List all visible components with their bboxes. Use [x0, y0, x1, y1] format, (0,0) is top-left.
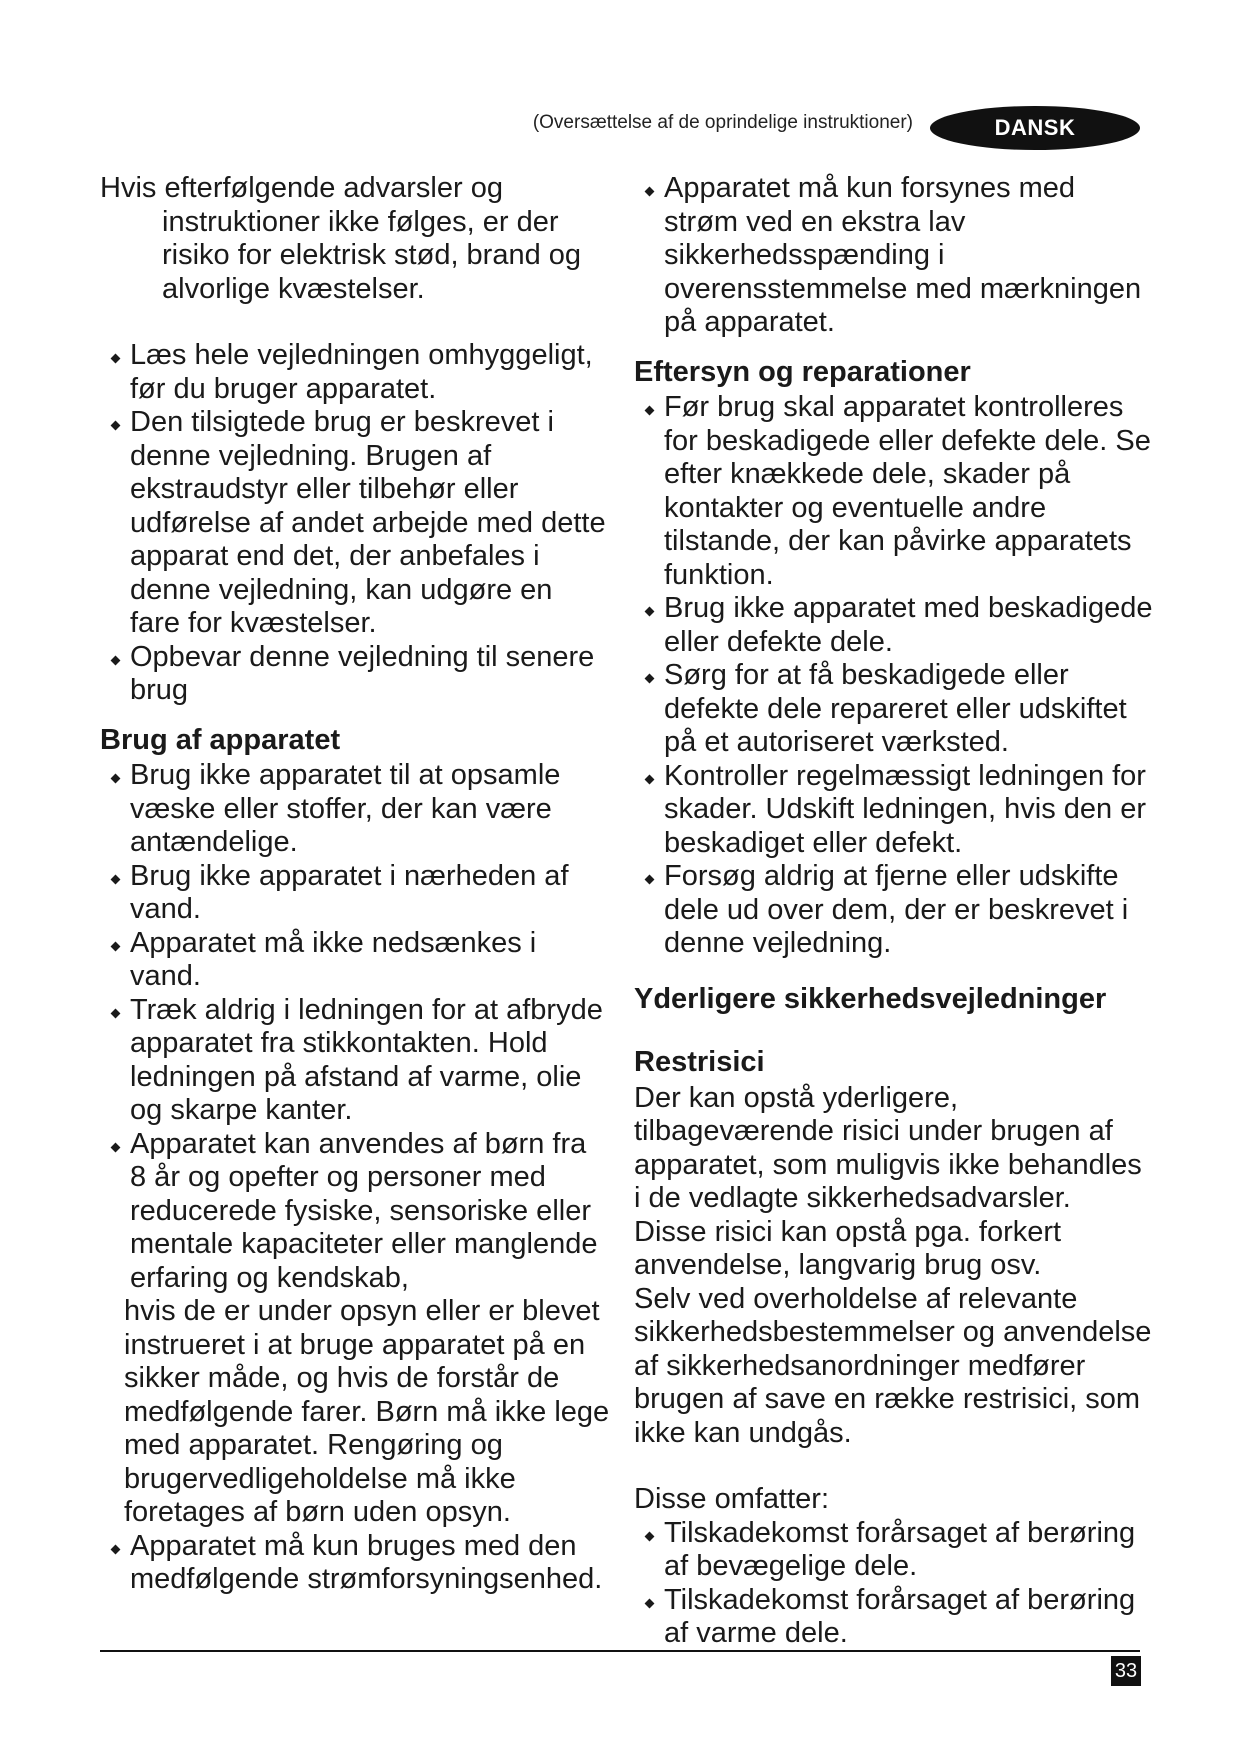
list-item: Den tilsigtede brug er beskrevet i denne vejledning. Brugen af ekstraudstyr eller tilbehør eller udførelse af andet arbejde med dette apparat end det, der anbefales i denne vejledning, kan udgøre en fare for kvæstelser. [100, 406, 610, 641]
translation-note: (Oversættelse af de oprindelige instruktioner) [532, 112, 913, 133]
list-item: Brug ikke apparatet i nærheden af vand. [100, 860, 610, 927]
includes-list [634, 1517, 1154, 1651]
section-heading-use: Brug af apparatet [100, 723, 341, 756]
list-item: Apparatet må kun bruges med den medfølgende strømforsyningsenhed. [100, 1530, 610, 1597]
residual-paragraph: Der kan opstå yderligere, tilbageværende risici under brugen af apparatet, som muligvis ikke behandles i de vedlagte sikkerhedsadvarsler. [634, 1081, 1142, 1214]
right-column [634, 172, 1154, 1651]
warning-intro: Hvis efterfølgende advarsler og instruktioner ikke følges, er der risiko for elektrisk stød, brand og alvorlige kvæstelser. [100, 172, 582, 305]
list-item: Apparatet må ikke nedsænkes i vand. [100, 927, 610, 994]
list-item: Brug ikke apparatet med beskadigede eller defekte dele. [634, 592, 1154, 659]
diamond-bullet-icon [111, 774, 121, 784]
list-item: Læs hele vejledningen omhyggeligt, før du bruger apparatet. [100, 339, 610, 406]
diamond-bullet-icon [645, 187, 655, 197]
use-list [100, 759, 610, 1295]
list-item: Opbevar denne vejledning til senere brug [100, 641, 610, 708]
page-header [0, 98, 1241, 150]
diamond-bullet-icon [111, 941, 121, 951]
list-item: Tilskadekomst forårsaget af berøring af varme dele. [634, 1584, 1154, 1651]
list-item: Før brug skal apparatet kontrolleres for beskadigede eller defekte dele. Se efter knækkede dele, skader på kontakter og eventuelle andre tilstande, der kan påvirke apparatets funktion. [634, 391, 1154, 592]
diamond-bullet-icon [645, 774, 655, 784]
diamond-bullet-icon [111, 1142, 121, 1152]
footer-rule [100, 1650, 1140, 1652]
diamond-bullet-icon [645, 1531, 655, 1541]
section-heading-service: Eftersyn og reparationer [634, 355, 971, 388]
section-heading-extra-safety: Yderligere sikkerhedsvejledninger [634, 982, 1107, 1015]
diamond-bullet-icon [645, 406, 655, 416]
list-item: Brug ikke apparatet til at opsamle væske eller stoffer, der kan være antændelige. [100, 759, 610, 860]
list-item: Kontroller regelmæssigt ledningen for skader. Udskift ledningen, hvis den er beskadiget eller defekt. [634, 760, 1154, 861]
diamond-bullet-icon [111, 1008, 121, 1018]
list-item: Sørg for at få beskadigede eller defekte dele repareret eller udskiftet på et autoriseret værksted. [634, 659, 1154, 760]
diamond-bullet-icon [111, 354, 121, 364]
diamond-bullet-icon [111, 1544, 121, 1554]
children-continuation: hvis de er under opsyn eller er blevet instrueret i at bruge apparatet på en sikker måde, og hvis de forstår de medfølgende farer. Børn må ikke lege med apparatet. Rengøring og brugervedligeholdelse må ikke foretages af børn uden opsyn. [124, 1295, 610, 1528]
page-number: 33 [1111, 1656, 1141, 1686]
diamond-bullet-icon [111, 655, 121, 665]
list-item: Træk aldrig i ledningen for at afbryde apparatet fra stikkontakten. Hold ledningen på afstand af varme, olie og skarpe kanter. [100, 994, 610, 1128]
power-supply-list [634, 172, 1154, 340]
diamond-bullet-icon [111, 421, 121, 431]
left-column [100, 172, 610, 1597]
list-item: Apparatet kan anvendes af børn fra 8 år og opefter og personer med reducerede fysiske, sensoriske eller mentale kapaciteter eller manglende erfaring og kendskab, [100, 1128, 610, 1296]
diamond-bullet-icon [645, 607, 655, 617]
list-item: Forsøg aldrig at fjerne eller udskifte dele ud over dem, der er beskrevet i denne vejledning. [634, 860, 1154, 961]
general-safety-list [100, 339, 610, 708]
diamond-bullet-icon [645, 875, 655, 885]
list-item: Tilskadekomst forårsaget af berøring af bevægelige dele. [634, 1517, 1154, 1584]
list-item: Apparatet må kun forsynes med strøm ved en ekstra lav sikkerhedsspænding i overensstemmelse med mærkningen på apparatet. [634, 172, 1154, 340]
diamond-bullet-icon [111, 874, 121, 884]
use-list-continued [100, 1530, 610, 1597]
residual-paragraph: Disse risici kan opstå pga. forkert anvendelse, langvarig brug osv. [634, 1215, 1062, 1281]
diamond-bullet-icon [645, 1598, 655, 1608]
diamond-bullet-icon [645, 674, 655, 684]
includes-label: Disse omfatter: [634, 1483, 829, 1515]
section-heading-residual-risks: Restrisici [634, 1046, 765, 1078]
service-list [634, 391, 1154, 961]
residual-paragraph: Selv ved overholdelse af relevante sikkerhedsbestemmelser og anvendelse af sikkerhedsanordninger medfører brugen af save en række restrisici, som ikke kan undgås. [634, 1282, 1152, 1449]
language-badge: DANSK [930, 106, 1140, 150]
